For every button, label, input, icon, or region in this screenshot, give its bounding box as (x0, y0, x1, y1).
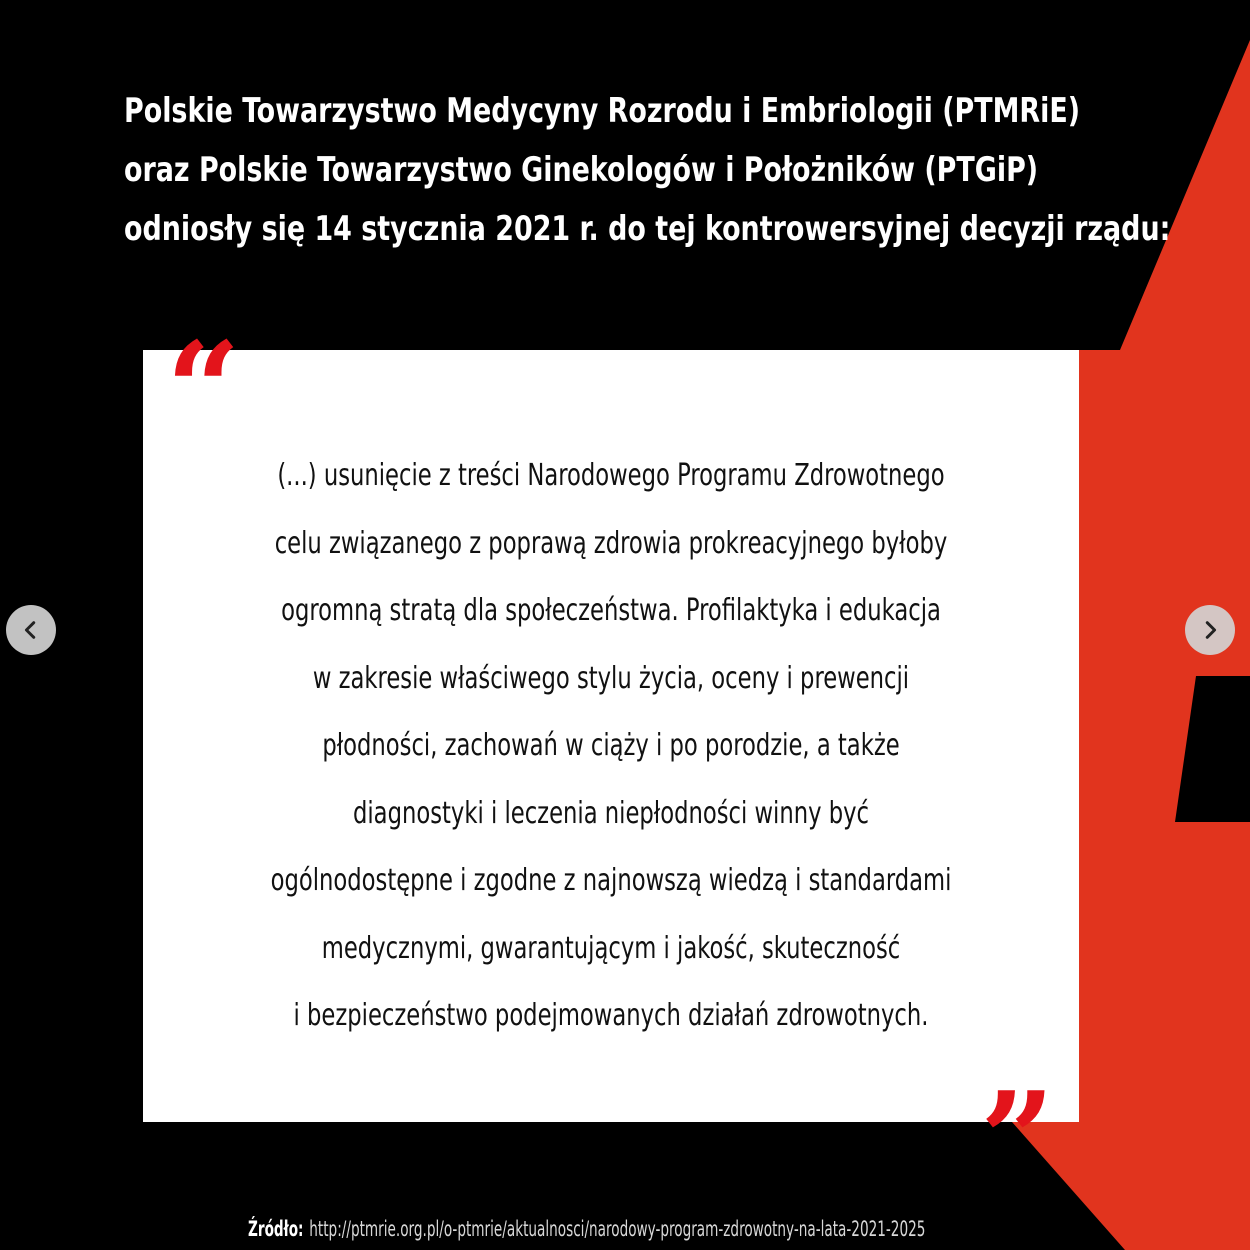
header-line: oraz Polskie Towarzystwo Ginekologów i Położników (PTGiP) (124, 150, 1039, 190)
header-line: odniosły się 14 stycznia 2021 r. do tej kontrowersyjnej decyzji rządu: (124, 209, 1171, 249)
quote-line: celu związanego z poprawą zdrowia prokreacyjnego byłoby (274, 525, 948, 561)
source-label: Źródło: (248, 1217, 304, 1241)
quote-line: ogólnodostępne i zgodne z najnowszą wiedzą i standardami (270, 863, 952, 898)
quote-line: (...) usunięcie z treści Narodowego Programu Zdrowotnego (277, 458, 945, 493)
quote-line: w zakresie właściwego stylu życia, oceny i prewencji (312, 660, 910, 696)
close-quote-icon: ” (980, 1063, 1055, 1216)
quote-line: płodności, zachowań w ciąży i po porodzie, a także (322, 728, 900, 763)
quote-text (143, 442, 1079, 1050)
previous-slide-button[interactable] (6, 605, 56, 655)
open-quote-icon: “ (166, 313, 241, 466)
chevron-right-icon (1199, 619, 1221, 641)
next-slide-button[interactable] (1185, 605, 1235, 655)
quote-line: medycznymi, gwarantującym i jakość, skuteczność (321, 930, 901, 966)
source-caption (248, 1215, 925, 1243)
quote-line: i bezpieczeństwo podejmowanych działań zdrowotnych. (293, 998, 929, 1033)
chevron-left-icon (20, 619, 42, 641)
source-url: http://ptmrie.org.pl/o-ptmrie/aktualnosci/narodowy-program-zdrowotny-na-lata-2021-2025 (309, 1217, 926, 1241)
header-line: Polskie Towarzystwo Medycyny Rozrodu i Embriologii (PTMRiE) (124, 91, 1081, 131)
header-text (124, 82, 1171, 259)
quote-line: diagnostyki i leczenia niepłodności winny być (352, 795, 869, 831)
quote-line: ogromną stratą dla społeczeństwa. Profilaktyka i edukacja (281, 593, 941, 628)
